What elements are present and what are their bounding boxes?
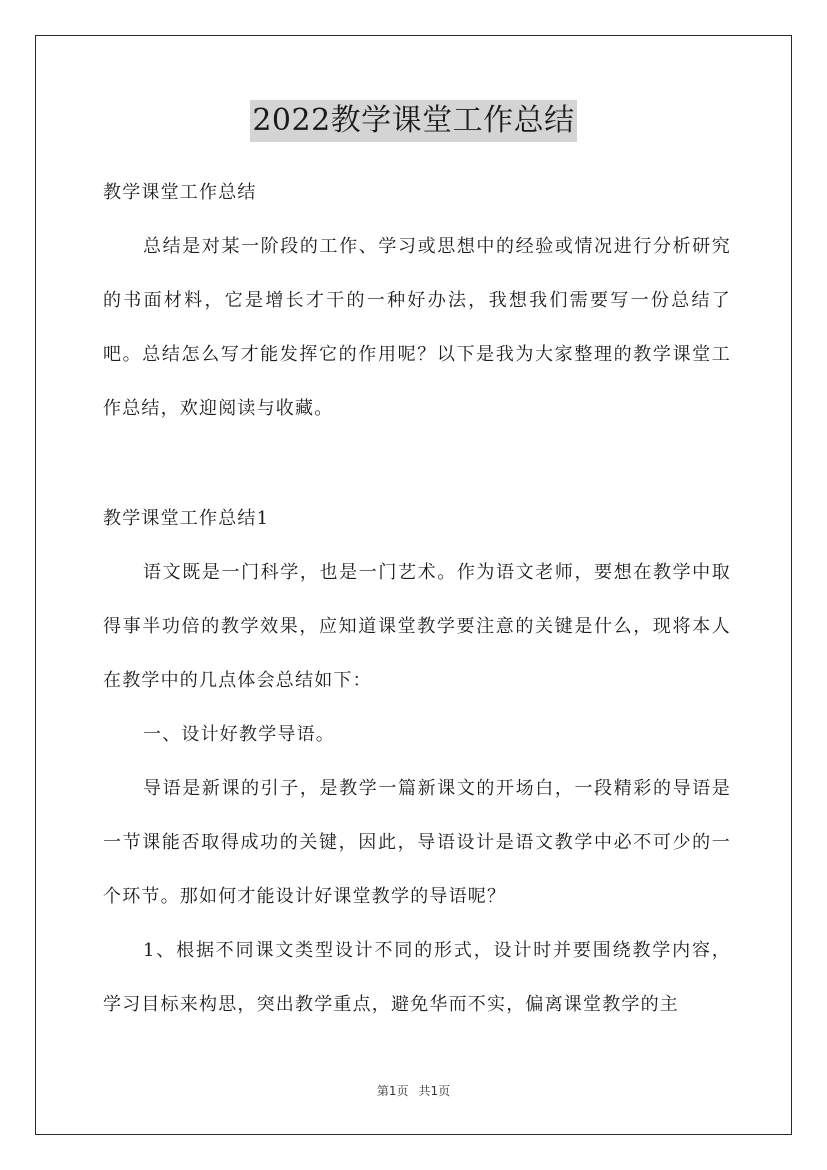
intro-paragraph: 总结是对某一阶段的工作、学习或思想中的经验或情况进行分析研究的书面材料，它是增长才干的一种好办法，我想我们需要写一份总结了吧。总结怎么写才能发挥它的作用呢？以下是我为大家整理的教学课堂工作总结，欢迎阅读与收藏。	[103, 236, 731, 419]
intro-heading: 教学课堂工作总结	[103, 182, 257, 203]
paragraph-3: 导语是新课的引子，是教学一篇新课文的开场白，一段精彩的导语是一节课能否取得成功的关键，因此，导语设计是语文教学中必不可少的一个环节。那如何才能设计好课堂教学的导语呢？	[103, 778, 731, 907]
section-1	[103, 492, 731, 1032]
page-total: 共1页	[418, 1084, 451, 1098]
page-number: 第1页	[376, 1084, 409, 1098]
paragraph-1: 语文既是一门科学，也是一门艺术。作为语文老师，要想在教学中取得事半功倍的教学效果，应知道课堂教学要注意的关键是什么，现将本人在教学中的几点体会总结如下：	[103, 562, 731, 691]
intro-section	[103, 166, 731, 436]
paragraph-2: 一、设计好教学导语。	[143, 724, 335, 745]
document-title: 2022教学课堂工作总结	[250, 100, 576, 142]
section1-heading: 教学课堂工作总结1	[103, 508, 270, 529]
paragraph-4: 1、根据不同课文类型设计不同的形式，设计时并要围绕教学内容，学习目标来构思，突出教学重点，避免华而不实，偏离课堂教学的主	[103, 940, 731, 1015]
document-title-container	[0, 100, 827, 147]
page-footer	[0, 1082, 827, 1099]
